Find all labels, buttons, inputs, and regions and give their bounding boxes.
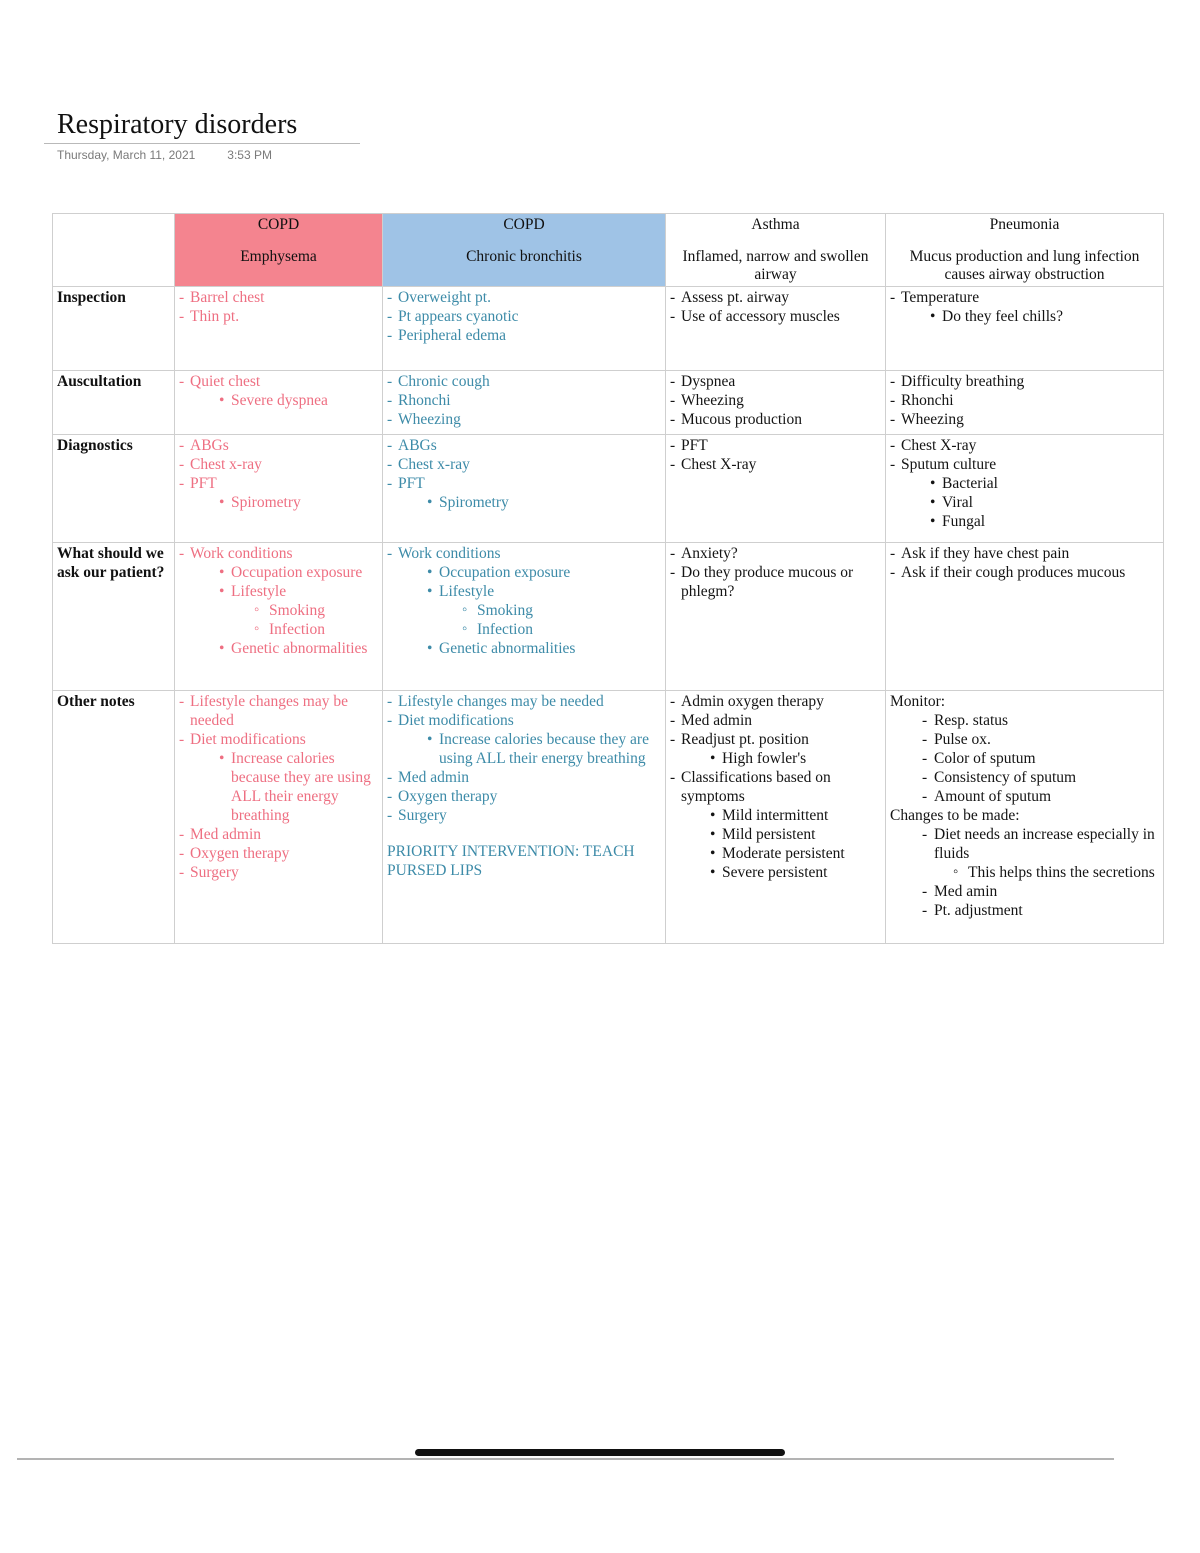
- page-time: 3:53 PM: [227, 148, 272, 162]
- note-item: • Genetic abnormalities: [179, 639, 378, 658]
- note-item: • Viral: [890, 493, 1159, 512]
- cell-bronchitis: [383, 543, 666, 691]
- header-corner: [53, 214, 175, 287]
- note-item: • Severe persistent: [670, 863, 881, 882]
- header-asthma-sub: Inflamed, narrow and swollen airway: [682, 248, 869, 283]
- comparison-table: [52, 213, 1164, 944]
- note-item: - Peripheral edema: [387, 326, 661, 345]
- note-item: - Surgery: [387, 806, 661, 825]
- bottom-divider: [17, 1458, 1114, 1460]
- header-emphysema: [175, 214, 383, 287]
- table-header-row: [53, 214, 1164, 287]
- cell-pneumonia: [886, 287, 1164, 371]
- cell-bronchitis: [383, 287, 666, 371]
- row-label: Other notes: [53, 691, 175, 944]
- note-item: - PFT: [670, 436, 881, 455]
- header-bronchitis: [383, 214, 666, 287]
- note-item: • Mild persistent: [670, 825, 881, 844]
- note-item: ◦ Infection: [387, 620, 661, 639]
- cell-pneumonia: [886, 371, 1164, 435]
- header-pneumonia-sub: Mucus production and lung infection causes airway obstruction: [909, 248, 1140, 283]
- cell-emphysema: [175, 371, 383, 435]
- note-item: - Amount of sputum: [890, 787, 1159, 806]
- header-bronchitis-sub: Chronic bronchitis: [466, 248, 582, 265]
- cell-bronchitis: [383, 691, 666, 944]
- note-item: • Increase calories because they are using ALL their energy breathing: [179, 749, 378, 825]
- note-item: - Surgery: [179, 863, 378, 882]
- note-item: - Wheezing: [890, 410, 1159, 429]
- note-item: ◦ Smoking: [387, 601, 661, 620]
- note-item: • Increase calories because they are using ALL their energy breathing: [387, 730, 661, 768]
- home-indicator-bar[interactable]: [415, 1449, 785, 1456]
- table-row: [53, 371, 1164, 435]
- note-item: • Lifestyle: [179, 582, 378, 601]
- note-item: • Do they feel chills?: [890, 307, 1159, 326]
- note-item: - Chest x-ray: [179, 455, 378, 474]
- note-item: - Temperature: [890, 288, 1159, 307]
- note-item: - Barrel chest: [179, 288, 378, 307]
- note-item: - Oxygen therapy: [387, 787, 661, 806]
- header-asthma-top: Asthma: [751, 216, 800, 233]
- row-label: Inspection: [53, 287, 175, 371]
- note-item: PRIORITY INTERVENTION: TEACH PURSED LIPS: [387, 843, 635, 879]
- note-item: • Mild intermittent: [670, 806, 881, 825]
- note-item: - Assess pt. airway: [670, 288, 881, 307]
- note-item: • Severe dyspnea: [179, 391, 378, 410]
- header-pneumonia: [886, 214, 1164, 287]
- note-item: - Chest x-ray: [387, 455, 661, 474]
- note-item: - Anxiety?: [670, 544, 881, 563]
- note-item: • Genetic abnormalities: [387, 639, 661, 658]
- note-item: - Med admin: [387, 768, 661, 787]
- row-label: Auscultation: [53, 371, 175, 435]
- note-item: - Readjust pt. position: [670, 730, 881, 749]
- header-asthma: [666, 214, 886, 287]
- cell-emphysema: [175, 287, 383, 371]
- cell-pneumonia: [886, 435, 1164, 543]
- note-item: - Difficulty breathing: [890, 372, 1159, 391]
- table-row: [53, 691, 1164, 944]
- note-item: - Chest X-ray: [670, 455, 881, 474]
- cell-asthma: [666, 543, 886, 691]
- row-label: Diagnostics: [53, 435, 175, 543]
- cell-pneumonia: [886, 691, 1164, 944]
- title-divider: [44, 143, 360, 144]
- table-row: [53, 435, 1164, 543]
- note-item: - Med admin: [179, 825, 378, 844]
- note-item: • Moderate persistent: [670, 844, 881, 863]
- note-item: - Lifestyle changes may be needed: [387, 692, 661, 711]
- cell-asthma: [666, 287, 886, 371]
- note-item: - Wheezing: [670, 391, 881, 410]
- header-pneumonia-top: Pneumonia: [989, 216, 1060, 233]
- note-item: - Resp. status: [890, 711, 1159, 730]
- note-item: - Overweight pt.: [387, 288, 661, 307]
- table-body: [53, 214, 1164, 944]
- note-item: - Chronic cough: [387, 372, 661, 391]
- cell-asthma: [666, 691, 886, 944]
- note-item: • Lifestyle: [387, 582, 661, 601]
- note-item: - ABGs: [179, 436, 378, 455]
- page-date: Thursday, March 11, 2021: [57, 148, 196, 162]
- cell-asthma: [666, 435, 886, 543]
- header-emphysema-top: COPD: [257, 216, 300, 233]
- note-item: - Med amin: [890, 882, 1159, 901]
- note-item: - Pt. adjustment: [890, 901, 1159, 920]
- note-item: - Diet needs an increase especially in fluids: [890, 825, 1159, 863]
- note-item: - Ask if their cough produces mucous: [890, 563, 1159, 582]
- page-title: Respiratory disorders: [57, 109, 298, 140]
- cell-bronchitis: [383, 371, 666, 435]
- note-item: - Dyspnea: [670, 372, 881, 391]
- note-item: - Diet modifications: [179, 730, 378, 749]
- note-item: - Quiet chest: [179, 372, 378, 391]
- note-item: - Chest X-ray: [890, 436, 1159, 455]
- row-label: What should we ask our patient?: [53, 543, 175, 691]
- note-item: • Spirometry: [179, 493, 378, 512]
- note-item: - Rhonchi: [890, 391, 1159, 410]
- note-item: - Ask if they have chest pain: [890, 544, 1159, 563]
- note-item: - Work conditions: [387, 544, 661, 563]
- header-emphysema-sub: Emphysema: [240, 248, 317, 265]
- note-item: - Wheezing: [387, 410, 661, 429]
- note-item: - Pt appears cyanotic: [387, 307, 661, 326]
- table-row: [53, 543, 1164, 691]
- cell-bronchitis: [383, 435, 666, 543]
- note-item: • Bacterial: [890, 474, 1159, 493]
- note-item: - PFT: [387, 474, 661, 493]
- note-item: - Use of accessory muscles: [670, 307, 881, 326]
- cell-asthma: [666, 371, 886, 435]
- note-item: • Occupation exposure: [179, 563, 378, 582]
- note-item: ◦ Smoking: [179, 601, 378, 620]
- note-item: - Med admin: [670, 711, 881, 730]
- cell-emphysema: [175, 435, 383, 543]
- note-item: Changes to be made:: [890, 807, 1020, 824]
- note-item: - Thin pt.: [179, 307, 378, 326]
- note-item: ◦ This helps thins the secretions: [890, 863, 1159, 882]
- note-item: - ABGs: [387, 436, 661, 455]
- note-item: • Occupation exposure: [387, 563, 661, 582]
- note-item: - Do they produce mucous or phlegm?: [670, 563, 881, 601]
- note-item: - Classifications based on symptoms: [670, 768, 881, 806]
- note-item: - Diet modifications: [387, 711, 661, 730]
- cell-pneumonia: [886, 543, 1164, 691]
- note-item: - Mucous production: [670, 410, 881, 429]
- note-item: - Rhonchi: [387, 391, 661, 410]
- note-item: - Color of sputum: [890, 749, 1159, 768]
- note-item: ◦ Infection: [179, 620, 378, 639]
- note-item: - Sputum culture: [890, 455, 1159, 474]
- note-item: • Fungal: [890, 512, 1159, 531]
- note-item: - Oxygen therapy: [179, 844, 378, 863]
- note-item: - Work conditions: [179, 544, 378, 563]
- note-item: - Admin oxygen therapy: [670, 692, 881, 711]
- header-bronchitis-top: COPD: [503, 216, 545, 233]
- note-item: • Spirometry: [387, 493, 661, 512]
- page-timestamp: [57, 147, 272, 163]
- note-item: Monitor:: [890, 693, 946, 710]
- table-row: [53, 287, 1164, 371]
- note-item: - Lifestyle changes may be needed: [179, 692, 378, 730]
- note-item: - Pulse ox.: [890, 730, 1159, 749]
- note-item: - PFT: [179, 474, 378, 493]
- note-item: • High fowler's: [670, 749, 881, 768]
- cell-emphysema: [175, 691, 383, 944]
- note-item: - Consistency of sputum: [890, 768, 1159, 787]
- cell-emphysema: [175, 543, 383, 691]
